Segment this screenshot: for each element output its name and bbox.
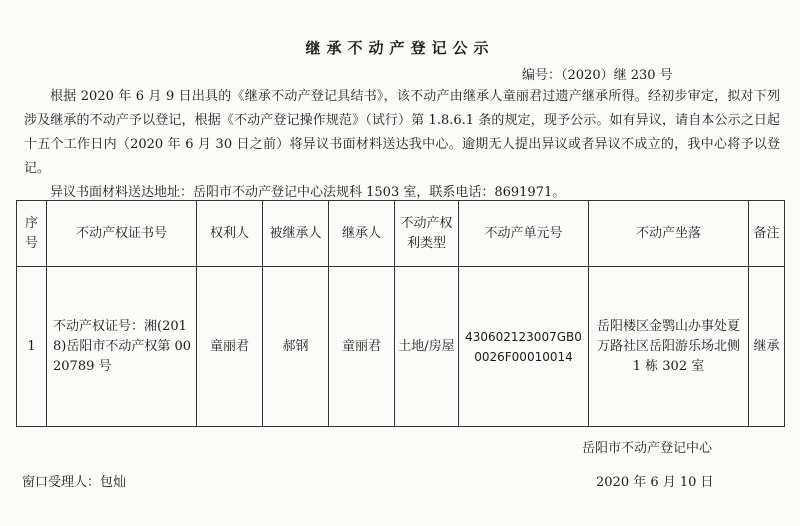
header-decedent: 被继承人 — [263, 201, 329, 267]
cell-heir: 童丽君 — [329, 267, 395, 427]
table-header-row — [17, 201, 785, 267]
notice-title: 继承不动产登记公示 — [305, 39, 495, 57]
objection-address: 异议书面材料送达地址：岳阳市不动产登记中心法规科 1503 室，联系电话：8691971。 — [50, 185, 566, 200]
cell-unit-no: 430602123007GB00026F00010014 — [459, 267, 589, 427]
header-owner: 权利人 — [197, 201, 263, 267]
header-seq: 序号 — [17, 201, 47, 267]
header-cert: 不动产权证书号 — [47, 201, 197, 267]
issue-date: 2020 年 6 月 10 日 — [596, 475, 714, 490]
header-heir: 继承人 — [329, 201, 395, 267]
window-clerk: 窗口受理人：包灿 — [22, 475, 127, 490]
header-location: 不动产坐落 — [589, 201, 749, 267]
cell-cert: 不动产权证号：湘(2018)岳阳市不动产权第 0020789 号 — [47, 267, 197, 427]
header-right-type: 不动产权利类型 — [395, 201, 459, 267]
document-number: 编号：（2020）继 230 号 — [522, 68, 673, 83]
cell-location: 岳阳楼区金鹗山办事处夏万路社区岳阳游乐场北侧 1 栋 302 室 — [589, 267, 749, 427]
registration-table — [16, 200, 785, 427]
cell-remark: 继承 — [749, 267, 785, 427]
cell-right-type: 土地/房屋 — [395, 267, 459, 427]
notice-body: 根据 2020 年 6 月 9 日出具的《继承不动产登记具结书》，该不动产由继承人童丽君过遗产继承所得。经初步审定，拟对下列涉及继承的不动产予以登记，根据《不动产登记操作规范》（试行）第 1.8.6.1 条的规定，现予公示。如有异议，请自本公示之日起十五个工作日内（2020 年 6 月 30 日之前）将异议书面材料送达我中心。逾期无人提出异议或者异议不成立的，我中心将予以登记。 — [24, 89, 780, 176]
table-row — [17, 267, 785, 427]
cell-owner: 童丽君 — [197, 267, 263, 427]
cell-decedent: 郝钢 — [263, 267, 329, 427]
issuing-authority: 岳阳市不动产登记中心 — [582, 441, 713, 456]
header-remark: 备注 — [749, 201, 785, 267]
header-unit-no: 不动产单元号 — [459, 201, 589, 267]
cell-seq: 1 — [17, 267, 47, 427]
